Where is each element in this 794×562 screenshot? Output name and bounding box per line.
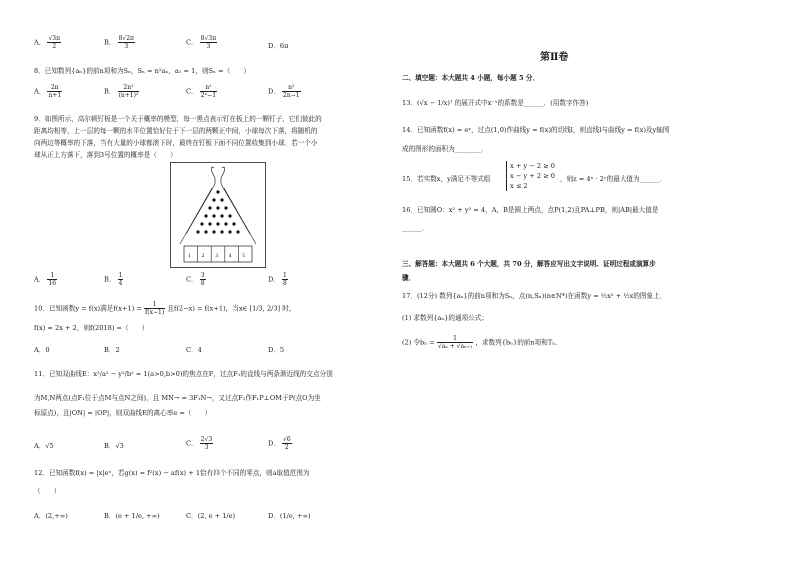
q7-option-a[interactable]: [34, 35, 61, 50]
q7-option-b[interactable]: [104, 35, 135, 50]
q12-option-a[interactable]: A．(2,+∞): [34, 512, 68, 520]
q7-a-num: √3π: [48, 35, 61, 42]
q10-line-2: f(x) = 2x + 2，则f(2018) =（ ）: [34, 324, 149, 332]
galton-slot-1: 1: [188, 253, 191, 259]
q11-d-label: D．: [268, 439, 280, 448]
q10-frac-num: 1: [144, 301, 165, 309]
q12-option-d[interactable]: D．(1/e, +∞): [268, 512, 311, 520]
q9-a-den: 16: [48, 280, 57, 287]
q10-frac: [144, 301, 165, 316]
q9-line-3: 向两边等概率的下落，当有大量的小球都滚下时，最终在钉板下面不同位置收集到小球．若一个小: [34, 139, 318, 147]
q11-c-frac: [200, 436, 213, 451]
q8-a-den: n+1: [48, 92, 62, 99]
q8-c-label: C．: [186, 87, 198, 96]
q9-a-num: 1: [47, 272, 57, 280]
q8-d-num: n²: [282, 84, 301, 92]
q7-c-frac: [200, 35, 217, 50]
q9-option-a[interactable]: [34, 272, 57, 287]
q15-ineq-3: x ≤ 2: [510, 182, 528, 190]
galton-slot-3: 3: [215, 253, 218, 259]
q9-a-frac: [47, 272, 57, 287]
q7-b-frac: [118, 35, 135, 50]
q8-d-den: 2n−1: [283, 92, 300, 99]
galton-slot-2: 2: [201, 253, 205, 259]
q11-d-num: √6: [283, 436, 291, 443]
galton-board-figure: [170, 162, 266, 268]
q17-part-2a: (2) 令bₙ =: [402, 338, 435, 347]
q9-b-frac: [118, 272, 124, 287]
q9-d-num: 1: [283, 272, 287, 279]
q7-c-num: 8√3π: [200, 35, 217, 42]
q7-b-label: B．: [104, 38, 116, 47]
q9-options: [34, 272, 384, 292]
section-three-heading-2: 骤．: [402, 274, 416, 282]
q9-c-label: C．: [186, 275, 198, 284]
q11-d-den: 2: [284, 444, 289, 451]
q10-option-c[interactable]: C．4: [186, 346, 202, 354]
q8-a-frac: [47, 84, 62, 99]
q15-ineq-1: x + y − 2 ≥ 0: [510, 162, 555, 170]
q12-option-b[interactable]: B．(e + 1/e, +∞): [104, 512, 160, 520]
q9-d-den: 8: [283, 280, 287, 287]
q15-ineq-2: x − y + 2 ≥ 0: [510, 172, 555, 180]
q17-frac-num: 1: [437, 335, 473, 343]
q10-frac-den: f(x−1): [145, 309, 165, 316]
q11-c-den: 3: [204, 444, 209, 451]
q7-a-label: A．: [34, 38, 46, 47]
q9-c-frac: [200, 272, 206, 287]
q8-option-b[interactable]: [104, 84, 139, 99]
q8-a-num: 2n: [47, 84, 62, 92]
q7-option-c[interactable]: [186, 35, 217, 50]
q9-b-num: 1: [118, 272, 123, 279]
q11-c-label: C．: [186, 439, 198, 448]
q10-options: [34, 344, 384, 354]
q16-line-1: 16．已知圆O：x² + y² = 4，A，B是圆上两点，点P(1,2)且PA⊥PB，则|AB|最大值是: [402, 206, 659, 214]
q12-line-2: （ ）: [34, 487, 61, 495]
q15-tail: ，则z = 4ˣ · 2ʸ的最大值为______．: [560, 175, 666, 183]
q10-line-1c: 时，: [282, 304, 296, 313]
q9-c-num: 3: [200, 272, 205, 279]
q12-option-c[interactable]: C．(2, e + 1/e): [186, 512, 236, 520]
q9-d-frac: [282, 272, 288, 287]
q9-b-den: 4: [118, 280, 123, 287]
q17-part-2b: ，求数列{bₙ}的前n项和Tₙ．: [475, 338, 562, 347]
q10-interval: [1/3, 2/3]: [249, 304, 281, 313]
q11-line-1: 11．已知双曲线E：x²/a² − y²/b² = 1(a>0,b>0)的焦点在F，过点F₁的直线与两条渐近线的交点分别: [34, 370, 333, 378]
q8-a-label: A．: [34, 87, 46, 96]
q14-line-1: 14．已知函数f(x) = eˣ，过点(1,0)作曲线y = f(x)的切线l，则直线l与曲线y = f(x)及y轴围: [402, 126, 670, 134]
q10-line-1b: 且f(2−x) = f(x+1)，当x∈: [167, 304, 248, 313]
q8-b-label: B．: [104, 87, 116, 96]
q7-a-frac: [47, 35, 61, 50]
q9-line-4: 球从正上方落下，落到3号位置的概率是（ ）: [34, 151, 177, 159]
q9-c-den: 8: [200, 280, 205, 287]
q12-options: [34, 510, 384, 524]
q8-option-c[interactable]: [186, 84, 217, 99]
q17-frac-den: √aₙ + √aₙ₊₁: [437, 343, 473, 350]
q11-option-a[interactable]: A．√5: [34, 442, 54, 450]
q8-c-frac: [200, 84, 217, 99]
q17-part-2: [402, 335, 562, 350]
q8-stem: 8．已知数列{aₙ}的前n项和为Sₙ，Sₙ = n²aₙ，a₁ = 1，则Sₙ =（ ）: [34, 67, 250, 75]
part-two-title: 第Ⅱ卷: [540, 52, 569, 63]
q8-b-frac: [118, 84, 140, 99]
q16-line-2: ______．: [402, 224, 429, 232]
q17-stem: 17．(12分) 数列{aₙ}的前n项和为Sₙ，点(n,Sₙ)(n∈N*)在函数y = ½x² + ½x的图象上．: [402, 292, 667, 300]
q10-option-d[interactable]: D．5: [268, 346, 285, 354]
q13-text: 13．(√x − 1/x)⁷ 的展开式中x⁻¹的系数是______．(用数字作答): [402, 99, 589, 107]
q8-d-label: D．: [268, 87, 280, 96]
q9-line-2: 距离均相等，上一层的每一颗的水平位置恰好位于下一层的两颗正中间，小球每次下落，将随机的: [34, 127, 318, 135]
q9-b-label: B．: [104, 275, 116, 284]
q11-option-c[interactable]: [186, 436, 213, 451]
q10-line-1a: 10．已知函数y = f(x)满足f(x+1) =: [34, 304, 142, 313]
q11-option-d[interactable]: [268, 436, 292, 451]
q7-b-den: 3: [124, 43, 129, 50]
galton-board-svg: [170, 162, 266, 268]
q11-line-2: 为M,N两点(点F₁位于点M与点N之间)，且 MN→ = 3F₁N→，又过点F₁作F₁P⊥OM于P(点O为坐: [34, 394, 321, 402]
q10-option-a[interactable]: A．0: [34, 346, 50, 354]
q8-options: [34, 84, 384, 106]
q15-intro: 15．若实数x，y满足不等式组: [402, 175, 491, 183]
galton-slot-5: 5: [242, 253, 246, 259]
q9-line-1: 9．如图所示，高尔顿钉板是一个关于概率的模型，每一黑点表示钉在板上的一颗钉子，它们彼此的: [34, 115, 322, 123]
q8-option-d[interactable]: [268, 84, 301, 99]
q17-frac: [437, 335, 473, 350]
q11-options: [34, 436, 384, 458]
section-three-heading-1: 三、解答题：本大题共 6 个大题，共 70 分，解答应写出文字说明、证明过程或演算步: [402, 260, 656, 268]
q17-part-1: (1) 求数列{aₙ}的通项公式；: [402, 314, 488, 322]
q12-line-1: 12．已知函数f(x) = |x|eˣ，若g(x) = f²(x) − af(x) + 1恰有四个不同的零点，则a取值范围为: [34, 469, 310, 477]
q8-b-num: 2n²: [118, 84, 140, 92]
q8-b-den: (n+1)²: [118, 92, 139, 99]
q7-b-num: 8√2π: [118, 35, 134, 42]
q8-c-num: n²: [200, 84, 217, 92]
q9-d-label: D．: [268, 275, 280, 284]
q11-option-b[interactable]: B．√3: [104, 442, 124, 450]
q7-option-d[interactable]: D．6π: [268, 42, 289, 50]
q9-option-b[interactable]: [104, 272, 123, 287]
q9-option-d[interactable]: [268, 272, 288, 287]
q10-line-1: [34, 301, 295, 316]
q7-c-den: 3: [206, 43, 211, 50]
q11-line-3: 标原点)，且|ON| = |OP|，则双曲线E的离心率e =（ ）: [34, 409, 212, 417]
q10-option-b[interactable]: B．2: [104, 346, 120, 354]
q11-c-num: 2√3: [200, 436, 213, 443]
q8-c-den: 2ⁿ−1: [200, 92, 217, 99]
q7-c-label: C．: [186, 38, 198, 47]
q7-a-den: 2: [52, 43, 57, 50]
section-two-heading: 二、填空题：本大题共 4 小题，每小题 5 分．: [402, 74, 540, 82]
q8-d-frac: [282, 84, 301, 99]
q7-options: [34, 35, 384, 55]
q11-d-frac: [282, 436, 292, 451]
q15-system: [506, 161, 555, 191]
q9-a-label: A．: [34, 275, 46, 284]
q8-option-a[interactable]: [34, 84, 62, 99]
q14-line-2: 成的图形的面积为________．: [402, 145, 488, 153]
q9-option-c[interactable]: [186, 272, 206, 287]
galton-slot-4: 4: [228, 253, 232, 259]
